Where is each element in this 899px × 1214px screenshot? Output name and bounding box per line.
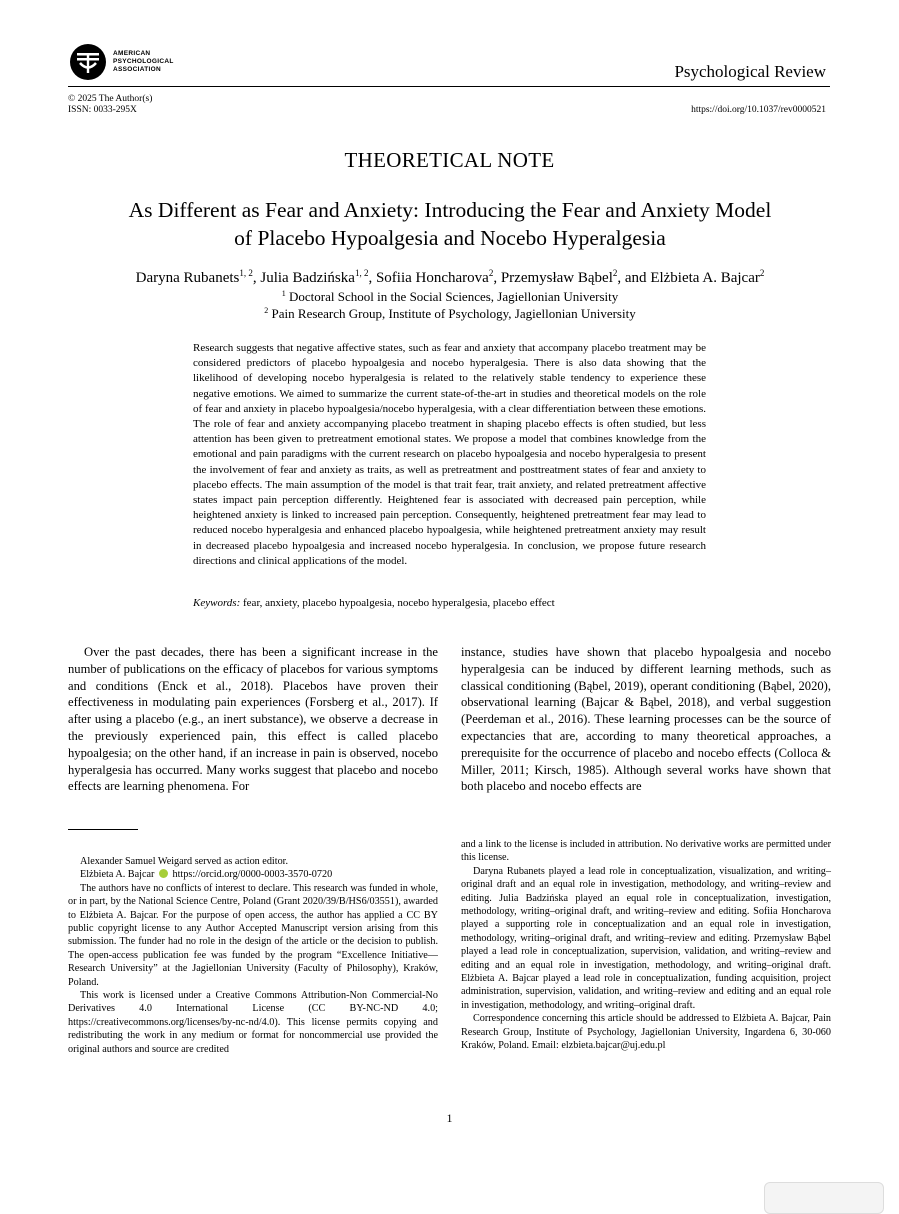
abstract: Research suggests that negative affective states, such as fear and anxiety that accompany placebo treatment may be considered predictors of placebo hypoalgesia and nocebo hyperalgesia. There is also data showing that the likelihood of developing nocebo hyperalgesia is related to the relatively stable tendency to experience these negative emotions. We aimed to summarize the current state-of-the-art in studies and theoretical models on the role of fear and anxiety in placebo hypoalgesia/nocebo hyperalgesia, with a clear differentiation between these emotions. The role of fear and anxiety accompanying placebo treatment in shaping placebo effects is often studied, but less attention has been given to pretreatment emotional states. We propose a model that combines knowledge from the emotional and pain paradigms with the current research on placebo hypoalgesia and nocebo hyperalgesia to present the involvement of fear and anxiety as traits, as well as pretreatment and posttreatment states of fear and anxiety to placebo effects. The main assumption of the model is that trait fear, trait anxiety, and related pretreatment affective states impact pain perception differently. Heightened fear is associated with decreased pain perception, while heightened anxiety is linked to increased pain perception. Consequently, heightened pretreatment fear may lead to reduced nocebo hyperalgesia and enhanced placebo hypoalgesia, while heightened pretreatment anxiety may result in decreased placebo hypoalgesia and increased nocebo hyperalgesia. In conclusion, we propose future research directions and clinical applications of the model. <box>193 342 706 567</box>
affiliation-num: 1 <box>281 289 286 298</box>
author-separator: , <box>252 270 261 286</box>
orcid-author: Elżbieta A. Bajcar <box>80 869 155 881</box>
copyright-block <box>68 94 152 116</box>
affiliation-text: Pain Research Group, Institute of Psychology, Jagiellonian University <box>271 306 636 321</box>
orcid-link[interactable]: https://orcid.org/0000-0003-3570-0720 <box>172 869 333 881</box>
section-label: THEORETICAL NOTE <box>344 148 555 172</box>
author-separator: , and <box>617 270 651 286</box>
affiliation-1 <box>60 289 840 305</box>
orcid-line <box>68 868 438 881</box>
author-contributions: Daryna Rubanets played a lead role in conceptualization, visualization, and writing–original draft and an equal role in investigation, methodology, and writing–review and editing. Julia Badzińska played an equal role in conceptualization, investigation, methodology, writing–original draft, and writing–review and editing. Sofiia Honcharova played a supporting role in conceptualization and an equal role in investigation, methodology, writing–original draft, and writing–review and editing. Przemysław Bąbel played a lead role in conceptualization, supervision, validation, and writing–review and editing and an equal role in investigation, methodology, and writing–original draft. Elżbieta A. Bajcar played a lead role in conceptualization, funding acquisition, project administration, supervision, validation, and writing–review and editing and an equal role in investigation, methodology, and writing–original draft. <box>461 865 831 1011</box>
apa-logo-text: AMERICAN PSYCHOLOGICAL ASSOCIATION <box>113 50 174 73</box>
author: Elżbieta A. Bajcar <box>650 270 760 286</box>
author: Daryna Rubanets <box>135 270 240 286</box>
apa-logo-icon <box>70 44 106 80</box>
header-rule <box>68 86 830 87</box>
journal-name: Psychological Review <box>674 62 826 81</box>
author-affil-sup: 1, 2 <box>239 268 253 278</box>
title-line-2: of Placebo Hypoalgesia and Nocebo Hyperalgesia <box>234 226 666 250</box>
affiliation-text: Doctoral School in the Social Sciences, Jagiellonian University <box>288 289 619 304</box>
conflicts-funding: The authors have no conflicts of interest to declare. This research was funded in whole, or in part, by the National Science Centre, Poland (Grant 2020/39/B/HS6/03551), awarded to Elżbieta A. Bajcar. For the purpose of open access, the author has applied a CC BY public copyright license to any Author Accepted Manuscript version arising from this submission. The funder had no role in the design of the article or the decision to publish. The open-access publication fee was funded by the program “Excellence Initiative—Research University” at the Jagiellonian University (Faculty of Philosophy), Kraków, Poland. <box>68 882 438 988</box>
author: Przemysław Bąbel <box>500 270 613 286</box>
page-number: 1 <box>446 1111 453 1125</box>
author-affil-sup: 2 <box>488 268 494 278</box>
correspondence: Correspondence concerning this article should be addressed to Elżbieta A. Bajcar, Pain Research Group, Institute of Psychology, Jagiellonian University, Ingardena 6, 30-060 Kraków, Poland. Email: elzbieta.bajcar@uj.edu.pl <box>461 1013 831 1052</box>
viewer-corner-control[interactable] <box>764 1182 884 1214</box>
author-affil-sup: 2 <box>612 268 618 278</box>
author-separator: , <box>368 270 376 286</box>
copyright: © 2025 The Author(s) <box>68 94 153 104</box>
license-note: This work is licensed under a Creative Commons Attribution-Non Commercial-No Derivatives 4.0 International License (CC BY-NC-ND 4.0; https://creativecommons.org/licenses/by-nc-nd/4.0). This license permits copying and redistributing the work in any medium or format for noncommercial use provided the original authors and source are credited <box>68 990 438 1055</box>
doi-link[interactable]: https://doi.org/10.1037/rev0000521 <box>691 105 826 115</box>
author-affil-sup: 1, 2 <box>354 268 369 278</box>
author-list <box>60 268 840 287</box>
affiliation-num: 2 <box>264 306 269 315</box>
author: Julia Badzińska <box>260 270 355 286</box>
body-column-right: instance, studies have shown that placebo hypoalgesia and nocebo hyperalgesia can be induced by different learning methods, such as classical conditioning (Bąbel, 2019), operant conditioning (Bąbel, 2020), observational learning (Bajcar & Bąbel, 2018), and verbal suggestion (Peerdeman et al., 2016). These learning processes can be the source of expectancies that are, according to many theoretical approaches, a prerequisite for the occurrence of placebo and nocebo effects (Colloca & Miller, 2011; Kirsch, 1985). Although several works have shown that both placebo and nocebo effects are <box>461 645 831 794</box>
action-editor: Alexander Samuel Weigard served as action editor. <box>80 856 289 867</box>
footnote-rule <box>68 829 138 830</box>
orcid-icon <box>159 869 168 878</box>
author-affil-sup: 2 <box>759 268 765 278</box>
body-column-left: Over the past decades, there has been a significant increase in the number of publications on the efficacy of placebos for various symptoms and conditions (Enck et al., 2018). Placebos have proven their effectiveness in modulating pain experiences (Forsberg et al., 2017). If after using a placebo (e.g., an inert substance), we observe a decrease in the previously experienced pain, this effect is called placebo hypoalgesia; on the other hand, if an increase in pain is observed, nocebo hyperalgesia has occurred. Many works suggest that placebo and nocebo effects are learning phenomena. For <box>68 645 438 794</box>
issn: ISSN: 0033-295X <box>68 105 137 115</box>
keywords-list: fear, anxiety, placebo hypoalgesia, nocebo hyperalgesia, placebo effect <box>243 597 555 609</box>
title-line-1: As Different as Fear and Anxiety: Introducing the Fear and Anxiety Model <box>128 198 772 222</box>
article-title <box>80 196 820 252</box>
license-note-continued: and a link to the license is included in attribution. No derivative works are permitted under this license. <box>461 839 831 864</box>
affiliation-2 <box>60 306 840 322</box>
author: Sofiia Honcharova <box>375 270 489 286</box>
keywords <box>193 597 706 609</box>
author-separator: , <box>493 270 501 286</box>
footnotes-left <box>68 855 438 1056</box>
keywords-label: Keywords: <box>193 597 241 609</box>
footnotes-right <box>461 838 831 1053</box>
apa-logo <box>70 44 174 80</box>
